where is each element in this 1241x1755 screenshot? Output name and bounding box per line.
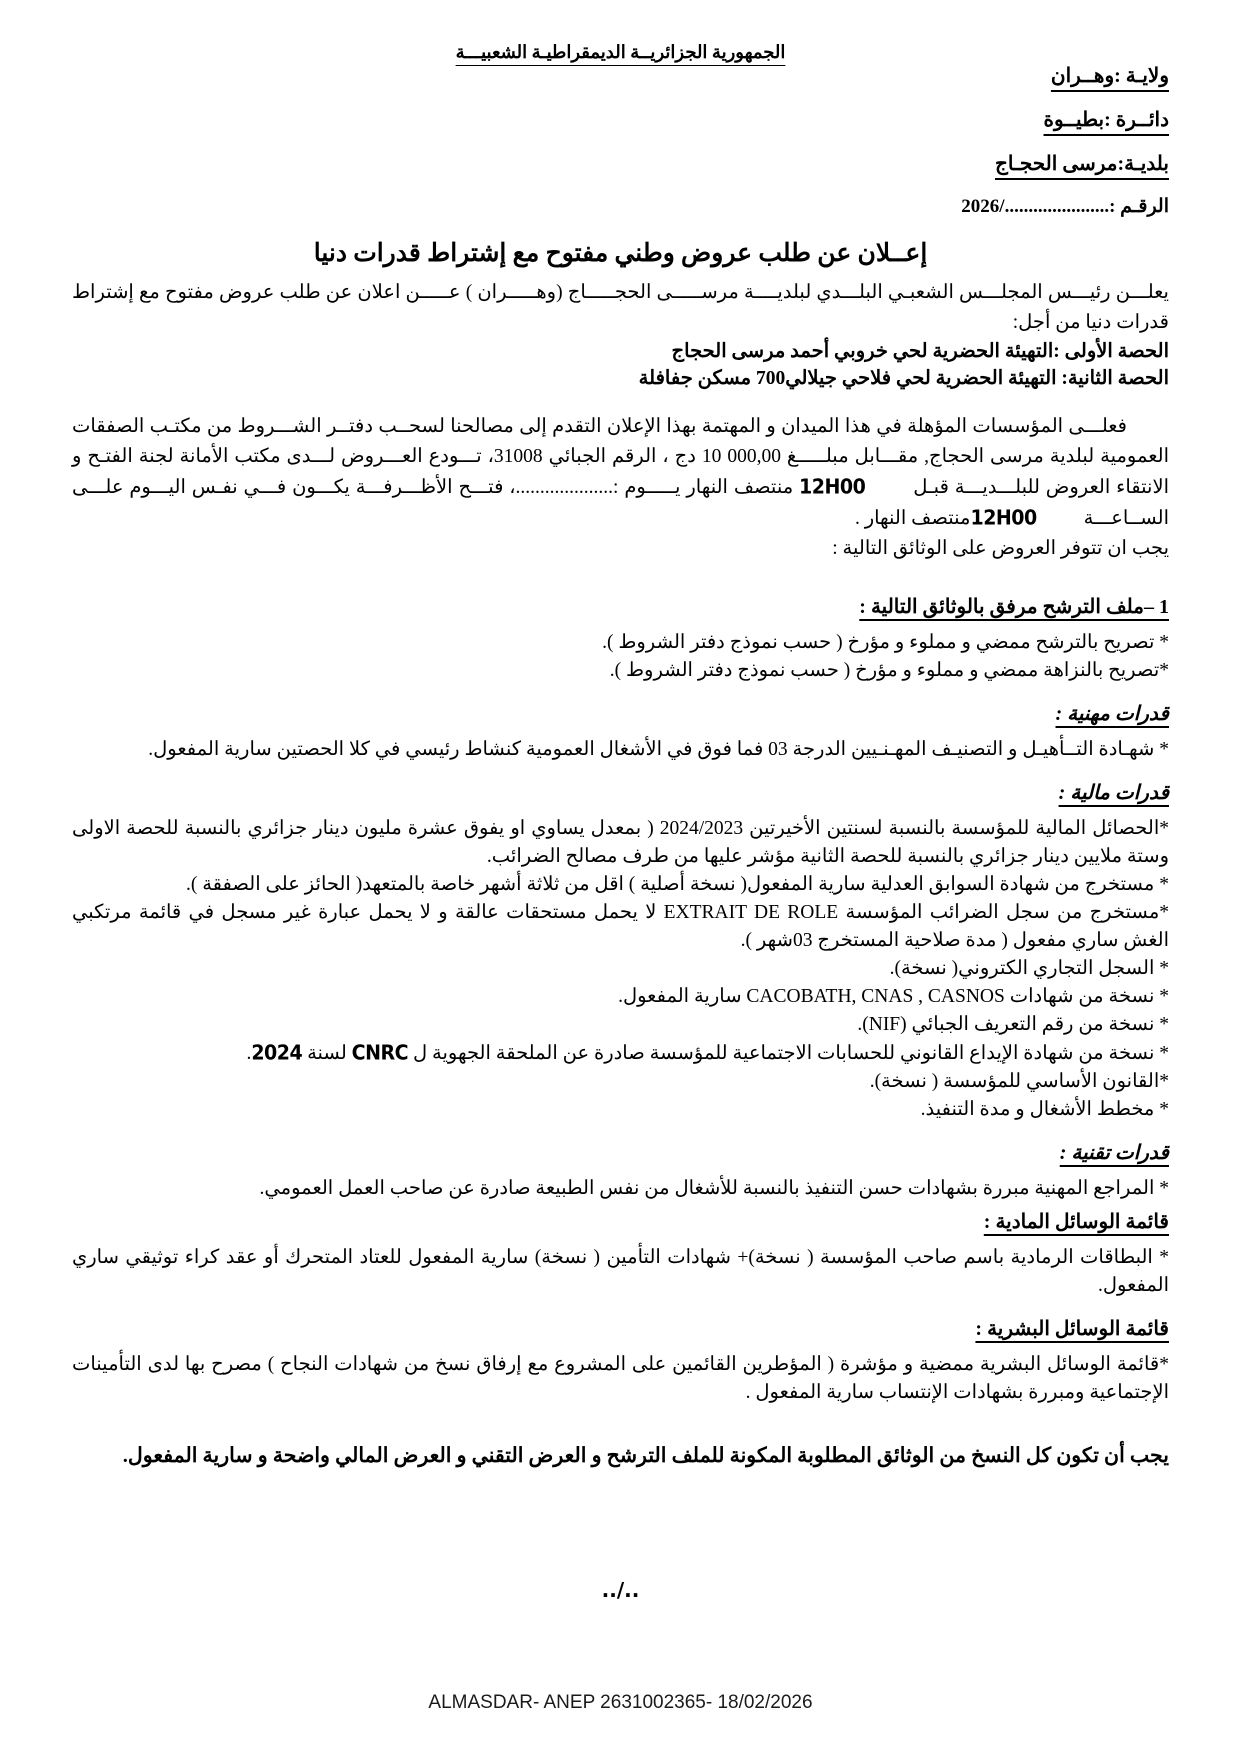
insurance-certificates-label: CACOBATH, CNAS , CASNOS: [746, 986, 1005, 1007]
announcement-paragraph: يعلـــن رئيـــس المجلـــس الشعبـي البلـــدي لبلديــــة مرســـــى الحجـــــاج (وهـــــران ) عـــــن اعلان عن طلب عروض مفتوح مع إشتراط قدرات دنيا من أجل:: [72, 282, 1169, 333]
financial-item-3: *مستخرج من سجل الضرائب المؤسسة EXTRAIT DE ROLE لا يحمل مستحقات عالقة و لا يحمل عبارة غير مسجل في قائمة مرتكبي الغش ساري مفعول ( مدة صلاحية المستخرج 03شهر ).: [72, 902, 1170, 951]
submission-paragraph: فعلـــى المؤسسات المؤهلة في هذا الميدان و المهتمة بهذا الإعلان التقدم إلى مصالحنا لسحــب دفتــر الشـــروط من مكتـب الصفقات العمومية لبلدية مرسى الحجاج, مقـــابل مبلـــــغ 10 000,00 دج ، الرقم الجبائي 31008، تـــودع العـــروض لـــدى مكتب الأمانة لجنة الفتـح و الانتقاء العروض للبلـــديـــة قبـل 12H00 منتصف النهار يـــــوم :....................، فتـــح الأظـــرفـــة يكـــون فـــي نفـس اليـــوم علـــى الســاعـــة 12H00منتصف النهار .: [72, 412, 1169, 534]
professional-item-1: * شهـادة التــأهيـل و التصنيـف المهـنـيين الدرجة 03 فما فوق في الأشغال العمومية كنشاط رئيسي في كلا الحصتين سارية المفعول.: [148, 739, 1169, 760]
commune-line: بلديـة:مرسى الحجـاج: [994, 153, 1169, 175]
documents-required-line: يجب ان تتوفر العروض على الوثائق التالية :: [832, 538, 1169, 559]
closing-note: يجب أن تكون كل النسخ من الوثائق المطلوبة المكونة للملف الترشح و العرض التقني و العرض المالي واضحة و سارية المفعول.: [122, 1445, 1169, 1467]
financial-item-8: *القانون الأساسي للمؤسسة ( نسخة).: [869, 1071, 1169, 1092]
extrait-de-role-label: EXTRAIT DE ROLE: [663, 902, 839, 923]
human-means-title: قائمة الوسائل البشرية :: [975, 1318, 1169, 1340]
financial-item-7: * نسخة من شهادة الإيداع القانوني للحسابات الاجتماعية للمؤسسة صادرة عن الملحقة الجهوية ل CNRC لسنة 2024.: [72, 1039, 1169, 1068]
candidacy-section-title: 1 –ملف الترشح مرفق بالوثائق التالية :: [859, 596, 1169, 618]
deadline-time-2: 12H00: [970, 506, 1037, 530]
financial-capacities-title: قدرات مالية :: [1058, 782, 1169, 804]
administrative-block: [72, 63, 1169, 218]
financial-item-9: * مخطط الأشغال و مدة التنفيذ.: [920, 1099, 1169, 1120]
cnrc-label: CNRC: [351, 1041, 409, 1065]
wilaya-line: ولايـة :وهــران: [1050, 65, 1169, 87]
financial-item-4: * السجل التجاري الكتروني( نسخة).: [889, 958, 1169, 979]
continuation-mark: ../..: [601, 1578, 640, 1602]
footer-anep-reference: ALMASDAR- ANEP 2631002365- 18/02/2026: [428, 1692, 813, 1713]
financial-item-5: * نسخة من شهادات CACOBATH, CNAS , CASNOS سارية المفعول.: [618, 986, 1169, 1007]
financial-item-2: * مستخرج من شهادة السوابق العدلية سارية المفعول( نسخة أصلية ) اقل من ثلاثة أشهر خاصة بالمتعهد( الحائز على الصفقة ).: [185, 874, 1169, 895]
professional-capacities-title: قدرات مهنية :: [1055, 703, 1169, 725]
financial-item-6: * نسخة من رقم التعريف الجبائي (NIF).: [857, 1014, 1169, 1035]
material-means-item-1: * البطاقات الرمادية باسم صاحب المؤسسة ( نسخة)+ شهادات التأمين ( نسخة) سارية المفعول للعتاد المتحرك أو عقد كراء توثيقي ساري المفعول.: [72, 1247, 1169, 1296]
technical-item-1: * المراجع المهنية مبررة بشهادات حسن التنفيذ بالنسبة للأشغال من نفس الطبيعة صادرة عن صاحب العمل العمومي.: [259, 1178, 1169, 1199]
reference-number: الرقـم :....................../2026: [961, 196, 1169, 217]
material-means-title: قائمة الوسائل المادية :: [983, 1211, 1169, 1233]
technical-capacities-title: قدرات تقنية :: [1059, 1142, 1169, 1164]
financial-item-1: *الحصائل المالية للمؤسسة بالنسبة لسنتين الأخيرتين 2024/2023 ( بمعدل يساوي او يفوق عشرة مليون دينار جزائري بالنسبة للحصة الاولى وستة ملايين دينار جزائري بالنسبة للحصة الثانية مؤشر عليها من طرف مصالح الضرائب.: [72, 818, 1169, 867]
candidacy-item-2: *تصريح بالنزاهة ممضي و مملوء و مؤرخ ( حسب نموذج دفتر الشروط ).: [609, 660, 1169, 681]
daira-line: دائــرة :بطيــوة: [1043, 109, 1169, 131]
candidacy-item-1: * تصريح بالترشح ممضي و مملوء و مؤرخ ( حسب نموذج دفتر الشروط ).: [602, 632, 1169, 653]
document-title: إعــلان عن طلب عروض وطني مفتوح مع إشتراط قدرات دنيا: [313, 240, 928, 267]
fee-amount: 10 000,00: [701, 446, 781, 467]
republic-header: الجمهورية الجزائريــة الديمقراطيـة الشعبيـــة: [455, 42, 786, 62]
human-means-item-1: *قائمة الوسائل البشرية ممضية و مؤشرة ( المؤطرين القائمين على المشروع مع إرفاق نسخ من شهادات النجاح ) مصرح بها لدى التأمينات الإجتماعية ومبررة بشهادات الإنتساب سارية المفعول .: [72, 1354, 1169, 1403]
lot-2-line: الحصة الثانية: التهيئة الحضرية لحي فلاحي جيلالي700 مسكن جفافلة: [638, 368, 1169, 389]
lot-1-line: الحصة الأولى :التهيئة الحضرية لحي خروبي أحمد مرسى الحجاج: [671, 341, 1169, 362]
deadline-time-1: 12H00: [799, 475, 866, 499]
cnrc-year: 2024: [251, 1041, 303, 1065]
